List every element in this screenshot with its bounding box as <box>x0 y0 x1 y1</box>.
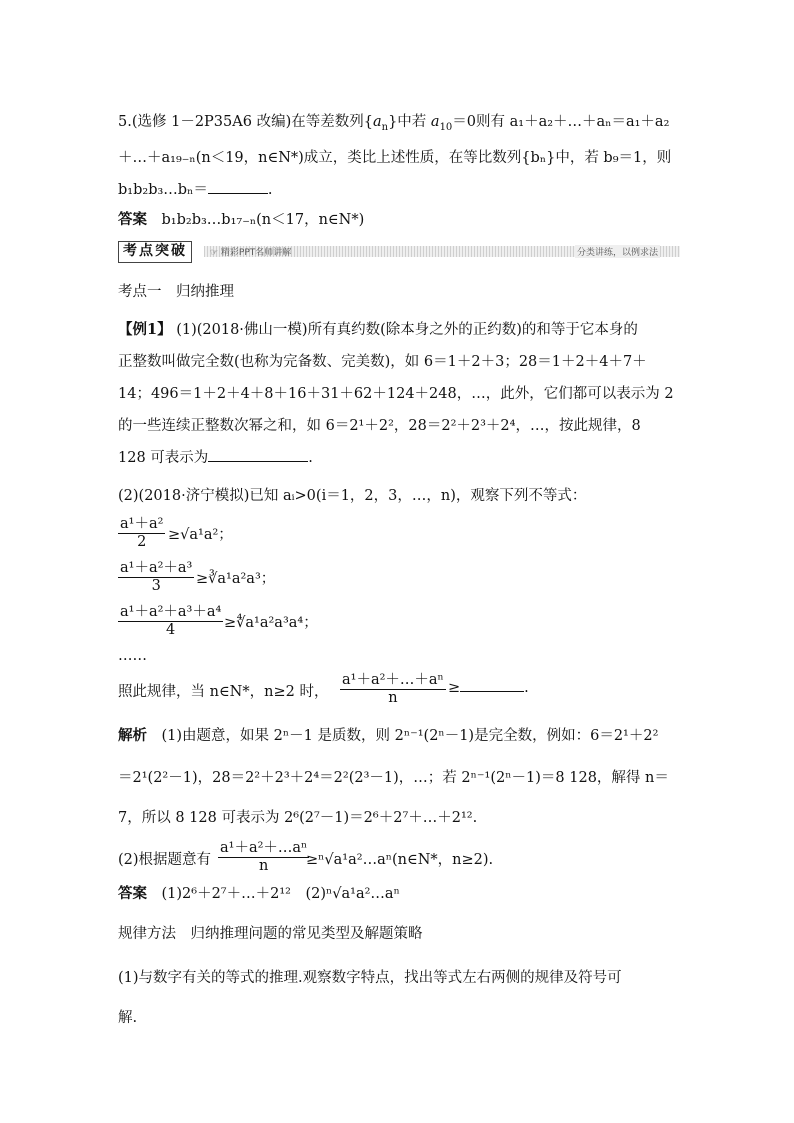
problem5-answer-text: b₁b₂b₃…b₁₇₋ₙ(n＜17，n∈N*) <box>161 212 365 228</box>
problem5-line1 <box>118 110 669 131</box>
problem5-line1-rest: ＝0则有 a₁＋a₂＋…＋aₙ＝a₁＋a₂ <box>452 114 670 130</box>
ineq-dots: …… <box>118 648 147 664</box>
problem5-answer <box>118 208 364 229</box>
rule-rhs-text: ≥ <box>448 680 461 696</box>
rule-prefix: 照此规律，当 n∈N*，n≥2 时， <box>118 684 329 700</box>
solution-s1-text: (1)由题意，如果 2ⁿ－1 是质数，则 2ⁿ⁻¹(2ⁿ－1)是完全数，例如：6＝2¹＋2² <box>161 728 659 744</box>
solution-s4-num: a¹＋a²＋…aⁿ <box>218 836 309 858</box>
example1-p4: 的一些连续正整数次幂之和，如 6＝2¹＋2²，28＝2²＋2³＋2⁴，…，按此规律，8 <box>118 418 641 434</box>
rule-den: n <box>388 690 398 706</box>
ineq2-rhs: ≥∛a¹a²a³； <box>196 571 276 587</box>
ineq3-den: 4 <box>166 622 176 638</box>
ineq2-num: a¹＋a²＋a³ <box>118 556 194 578</box>
example1-p5-text: 128 可表示为 <box>118 450 209 466</box>
example1-p1-text: (1)(2018·佛山一模)所有真约数(除本身之外的正约数)的和等于它本身的 <box>176 322 638 338</box>
ineq1-rhs: ≥√a¹a²； <box>168 527 233 543</box>
solution-answer-text: (1)2⁶＋2⁷＋…＋2¹² (2)ⁿ√a¹a²…aⁿ <box>161 886 400 902</box>
ineq2-fraction <box>118 556 194 594</box>
example1-p1 <box>118 318 638 339</box>
rule-rhs: ≥ . <box>448 680 529 696</box>
ineq3-rhs: ≥∜a¹a²a³a⁴； <box>224 615 318 631</box>
ineq3-num: a¹＋a²＋a³＋a⁴ <box>118 600 223 622</box>
solution-s3: 7，所以 8 128 可表示为 2⁶(2⁷－1)＝2⁶＋2⁷＋…＋2¹². <box>118 810 478 826</box>
banner-right-text: 分类讲练，以例求法 <box>575 245 660 258</box>
problem5-line1-prefix: 5.(选修 1－2P35A6 改编)在等差数列{ <box>118 114 373 130</box>
method-m2: 解. <box>118 1010 138 1026</box>
ineq1-den: 2 <box>137 534 147 550</box>
solution-answer <box>118 882 400 903</box>
problem5-seq-n: n <box>381 121 389 133</box>
method-m1: (1)与数字有关的等式的推理.观察数字特点，找出等式左右两侧的规律及符号可 <box>118 970 622 986</box>
rule-fraction <box>340 668 446 706</box>
banner-tag: 考点突破 <box>118 241 192 263</box>
banner-mid-text: ☞ 精彩PPT名师讲解 <box>210 248 292 258</box>
problem5-line2: ＋…＋a₁₉₋ₙ(n＜19，n∈N*)成立，类比上述性质，在等比数列{bₙ}中，若 b₉＝1，则 <box>118 150 672 166</box>
solution-s1 <box>118 724 658 745</box>
method-title: 规律方法 归纳推理问题的常见类型及解题策略 <box>118 926 423 942</box>
solution-answer-label: 答案 <box>118 885 147 902</box>
section-title: 考点一 归纳推理 <box>118 284 234 300</box>
example1-blank1 <box>208 461 308 462</box>
solution-s4-den: n <box>259 858 269 874</box>
example1-p6: (2)(2018·济宁模拟)已知 aᵢ>0(i＝1，2，3，…，n)，观察下列不等式： <box>118 488 587 504</box>
problem5-seq-a: a <box>372 114 382 130</box>
rule-num: a¹＋a²＋…＋aⁿ <box>340 668 446 690</box>
ineq3-fraction <box>118 600 223 638</box>
solution-label: 解析 <box>118 727 147 744</box>
ineq2-den: 3 <box>151 578 161 594</box>
ineq1-fraction <box>118 512 165 550</box>
example1-blank2 <box>460 691 524 692</box>
problem5-blank <box>208 193 268 194</box>
ineq1-num: a¹＋a² <box>118 512 165 534</box>
solution-s4-rhs: ≥ⁿ√a¹a²…aⁿ(n∈N*，n≥2). <box>306 852 494 868</box>
example1-label: 【例1】 <box>118 321 172 338</box>
example1-p5: 128 可表示为 . <box>118 450 313 466</box>
solution-s4-fraction <box>218 836 309 874</box>
section-banner <box>118 241 680 261</box>
solution-s2: ＝2¹(2²－1)，28＝2²＋2³＋2⁴＝2²(2³－1)，…；若 2ⁿ⁻¹(2ⁿ－1)＝8 128，解得 n＝ <box>118 770 669 786</box>
example1-p2: 正整数叫做完全数(也称为完备数、完美数)，如 6＝1＋2＋3；28＝1＋2＋4＋7＋ <box>118 354 647 370</box>
problem5-line3-text: b₁b₂b₃…bₙ＝ <box>118 182 208 198</box>
problem5-answer-label: 答案 <box>118 211 147 228</box>
problem5-line1-mid: }中若 <box>388 114 431 130</box>
problem5-line3: b₁b₂b₃…bₙ＝ . <box>118 182 273 198</box>
problem5-a10: $a_{10}$ <box>430 114 453 133</box>
example1-p3: 14；496＝1＋2＋4＋8＋16＋31＋62＋124＋248，…，此外，它们都可以表示为 2 <box>118 386 674 402</box>
solution-s4-prefix: (2)根据题意有 <box>118 852 212 868</box>
